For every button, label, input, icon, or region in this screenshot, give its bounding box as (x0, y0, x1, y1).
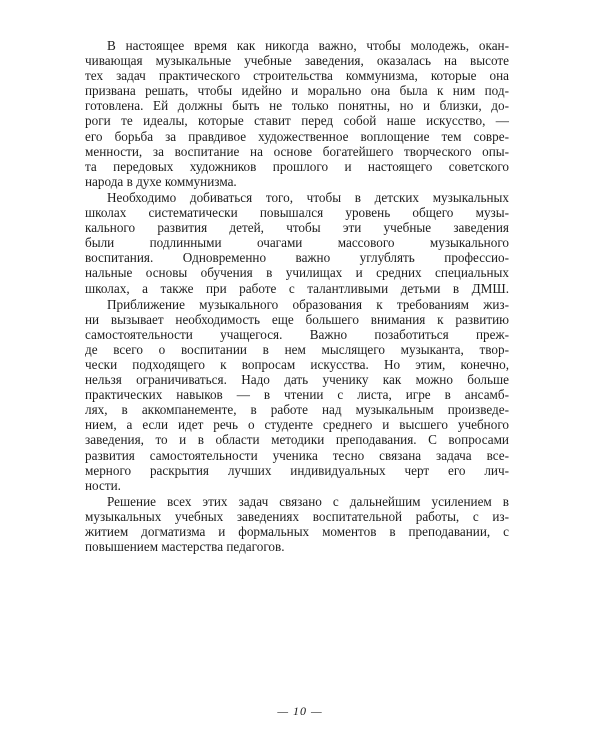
text-line: Необходимо добиваться того, чтобы в детских музыкальных (107, 189, 509, 205)
text-line: нием, а если идет речь о студенте среднего и высшего учебного (85, 417, 509, 433)
text-line: де всего о воспитании в нем мыслящего музыканта, твор- (85, 341, 509, 357)
text-line: развития самостоятельности ученика тесно связана задача все- (85, 447, 509, 463)
paragraph-3 (85, 297, 509, 493)
text-line: школах систематически повышался уровень общего музы- (85, 205, 509, 221)
text-line: чивающая музыкальные учебные заведения, оказалась на высоте (85, 53, 509, 69)
page-number: — 10 — (277, 704, 323, 718)
text-line: заведения, то и в области методики преподавания. С вопросами (85, 432, 509, 448)
text-line: школах, а также при работе с талантливыми детьми в ДМШ. (85, 280, 509, 296)
text-line: ности. (85, 477, 121, 493)
text-line: мерного раскрытия лучших индивидуальных черт его лич- (85, 462, 509, 478)
text-line: та передовых художников прошлого и настоящего советского (85, 158, 509, 174)
text-line: лях, в аккомпанементе, в работе над музыкальным произведе- (85, 402, 509, 418)
text-line: практических навыков — в чтении с листа, игре в ансамб- (85, 387, 509, 403)
text-line: кального развития детей, чтобы эти учебные заведения (85, 220, 509, 236)
paragraph-4 (85, 494, 509, 554)
text-line: В настоящее время как никогда важно, чтобы молодежь, окан- (107, 38, 509, 53)
text-line: повышением мастерства педагогов. (85, 539, 285, 555)
text-line: менности, за воспитание на основе богатейшего творческого опы- (85, 143, 509, 159)
text-line: тех задач практического строительства коммунизма, которые она (85, 68, 509, 84)
text-line: призвана решать, чтобы идейно и морально она была к ним под- (85, 83, 509, 99)
text-line: житием догматизма и формальных моментов в преподавании, с (85, 524, 509, 539)
text-line: нельзя ограничиваться. Надо дать ученику как можно больше (85, 372, 509, 388)
text-line: Приближение музыкального образования к требованиям жиз- (107, 296, 509, 312)
text-line: роги те идеалы, которые ставит перед собой наше искусство, — (85, 113, 509, 129)
text-line: воспитания. Одновременно важно углублять профессио- (85, 250, 509, 266)
paragraph-1 (85, 38, 509, 189)
text-line: Решение всех этих задач связано с дальнейшим усилением в (107, 493, 509, 509)
text-line: музыкальных учебных заведениях воспитательной работы, с из- (85, 508, 509, 524)
text-line: его борьба за правдивое художественное воплощение тем совре- (85, 128, 509, 144)
text-line: народа в духе коммунизма. (85, 173, 237, 189)
text-line: готовлена. Ей должны быть не только понятны, но и близки, до- (85, 98, 509, 114)
text-line: ни вызывает необходимость еще большего внимания к развитию (85, 311, 509, 327)
paragraph-2 (85, 190, 509, 296)
text-line: нальные основы обучения в училищах и средних специальных (85, 265, 509, 281)
text-line: чески подходящего к вопросам искусства. Но этим, конечно, (85, 356, 509, 372)
text-line: самостоятельности учащегося. Важно позаботиться преж- (85, 326, 509, 342)
body-text (85, 38, 509, 554)
text-line: были подлинными очагами массового музыкального (85, 235, 509, 251)
